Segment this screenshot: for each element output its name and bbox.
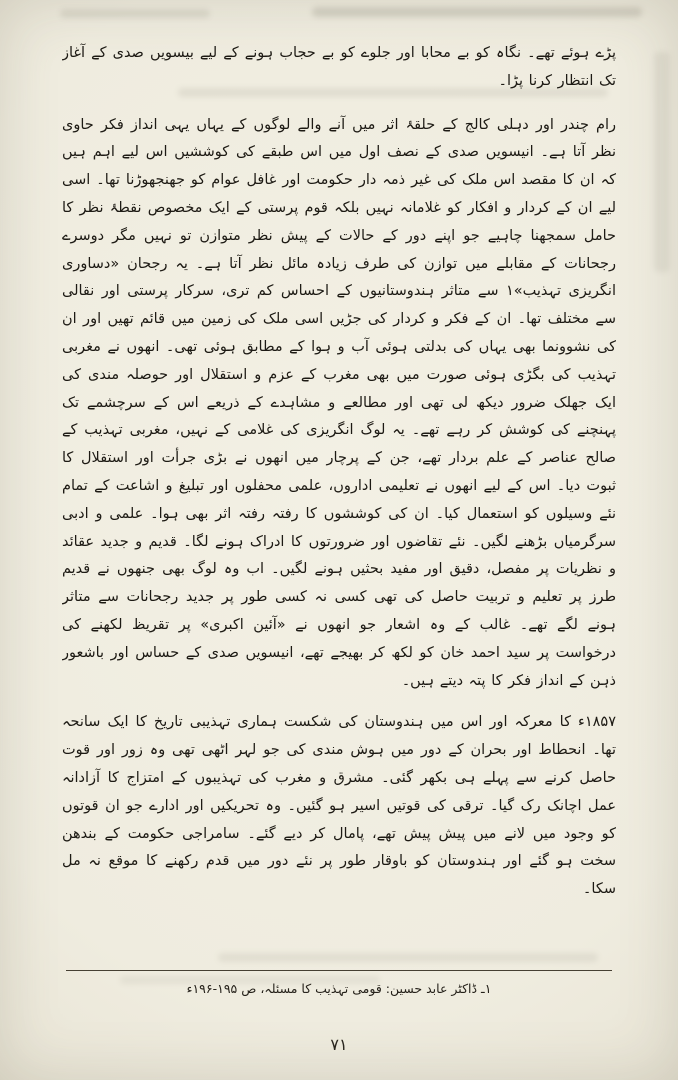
footnote-block xyxy=(62,970,616,998)
bleed-through-smudge xyxy=(218,953,598,962)
bleed-through-smudge xyxy=(312,7,642,17)
page-number: ۷۱ xyxy=(330,1035,348,1054)
footnote-separator-rule xyxy=(66,970,612,971)
paragraph-1857: ۱۸۵۷ء کا معرکہ اور اس میں ہندوستان کی شکست ہماری تہذیبی تاریخ کا ایک سانحہ تھا۔ انحطاط اور بحران کے دور میں ہوش مندی کی جو لہر اٹھی تھی وہ زور اور قوت حاصل کرنے سے پہلے ہی بکھر گئی۔ مشرق و مغرب کی تہذیبوں کے امتزاج کا آزادانہ عمل اچانک رک گیا۔ ترقی کی قوتیں اسیر ہو گئیں۔ وہ تحریکیں اور ادارے جو ان قوتوں کو وجود میں لانے میں پیش پیش تھے، پامال کر دیے گئے۔ سامراجی حکومت کے بندھن سخت ہو گئے اور ہندوستان کو باوقار طور پر نئے دور میں قدم رکھنے کا موقع نہ مل سکا۔ xyxy=(62,714,616,898)
bleed-through-smudge xyxy=(654,52,670,272)
bleed-through-smudge xyxy=(60,9,210,18)
paragraph-continuation: پڑے ہوئے تھے۔ نگاہ کو بے محابا اور جلوے کو بے حجاب ہونے کے لیے بیسویں صدی کے آغاز تک انتظار کرنا پڑا۔ xyxy=(62,45,616,89)
footnote-text: ۱ـ ڈاکٹر عابد حسین: قومی تہذیب کا مسئلہ، ص ۱۹۵-۱۹۶ء xyxy=(186,981,492,996)
page-text-area xyxy=(62,40,616,950)
paragraph-main: رام چندر اور دہلی کالج کے حلقۂ اثر میں آنے والے لوگوں کے یہاں یہی انداز فکر حاوی نظر آتا ہے۔ انیسویں صدی کے نصف اول میں اس طبقے کی کوششیں اس لیے اہم ہیں کہ ان کا مقصد اس ملک کی غیر ذمہ دار حکومت اور غافل عوام کو جھنجھوڑنا تھا۔ اسی لیے ان کے کردار و افکار کو غلامانہ نہیں بلکہ قوم پرستی کے ایک مخصوص نقطۂ نظر کا حامل سمجھنا چاہیے جو اپنے دور کے حالات کے پیش نظر متوازن تو نہیں مگر دوسرے رجحانات کے مقابلے میں توازن کی طرف زیادہ مائل نظر آتا ہے۔ یہ رجحان «دساوری انگریزی تہذیب»۱ سے متاثر ہندوستانیوں کے احساس کم تری، سرکار پرستی اور نقالی سے مختلف تھا۔ ان کے فکر و کردار کی جڑیں اسی ملک کی زمین میں قائم تھیں اور ان کی نشوونما بھی یہاں کی بدلتی ہوئی آب و ہوا کے مطابق ہوئی تھی۔ انھوں نے مغربی تہذیب کی بگڑی ہوئی صورت میں بھی مغرب کے عزم و استقلال اور حوصلہ مندی کی ایک جھلک ضرور دیکھ لی تھی اور مطالعے و مشاہدے کے ذریعے اس کے سرچشمے تک پہنچنے کی کوشش کر رہے تھے۔ یہ لوگ انگریزی کی غلامی کے نہیں، مغربی تہذیب کے صالح عناصر کے علم بردار تھے، جن کے پرچار میں انھوں نے بڑی جرأت اور استقلال کا ثبوت دیا۔ اس کے لیے انھوں نے تعلیمی اداروں، علمی محفلوں اور تبلیغ و اشاعت کے تمام نئے وسیلوں کو استعمال کیا۔ ان کی کوششوں کا رفتہ رفتہ اثر بھی ہوا۔ علمی و ادبی سرگرمیاں بڑھنے لگیں۔ نئے تقاضوں اور ضرورتوں کا ادراک ہونے لگا۔ قدیم و جدید عقائد و نظریات پر مفصل، دقیق اور مفید بحثیں ہونے لگیں۔ اب وہ لوگ بھی جنھوں نے قدیم طرز پر تعلیم و تربیت حاصل کی تھی کسی نہ کسی طور پر جدید رجحانات سے متاثر ہونے لگے تھے۔ غالب کے وہ اشعار جو انھوں نے «آئین اکبری» پر تقریظ لکھنے کی درخواست پر سید احمد خان کو لکھ کر بھیجے تھے، انیسویں صدی کے حساس اور باشعور ذہن کے انداز فکر کا پتہ دیتے ہیں۔ xyxy=(62,116,616,689)
